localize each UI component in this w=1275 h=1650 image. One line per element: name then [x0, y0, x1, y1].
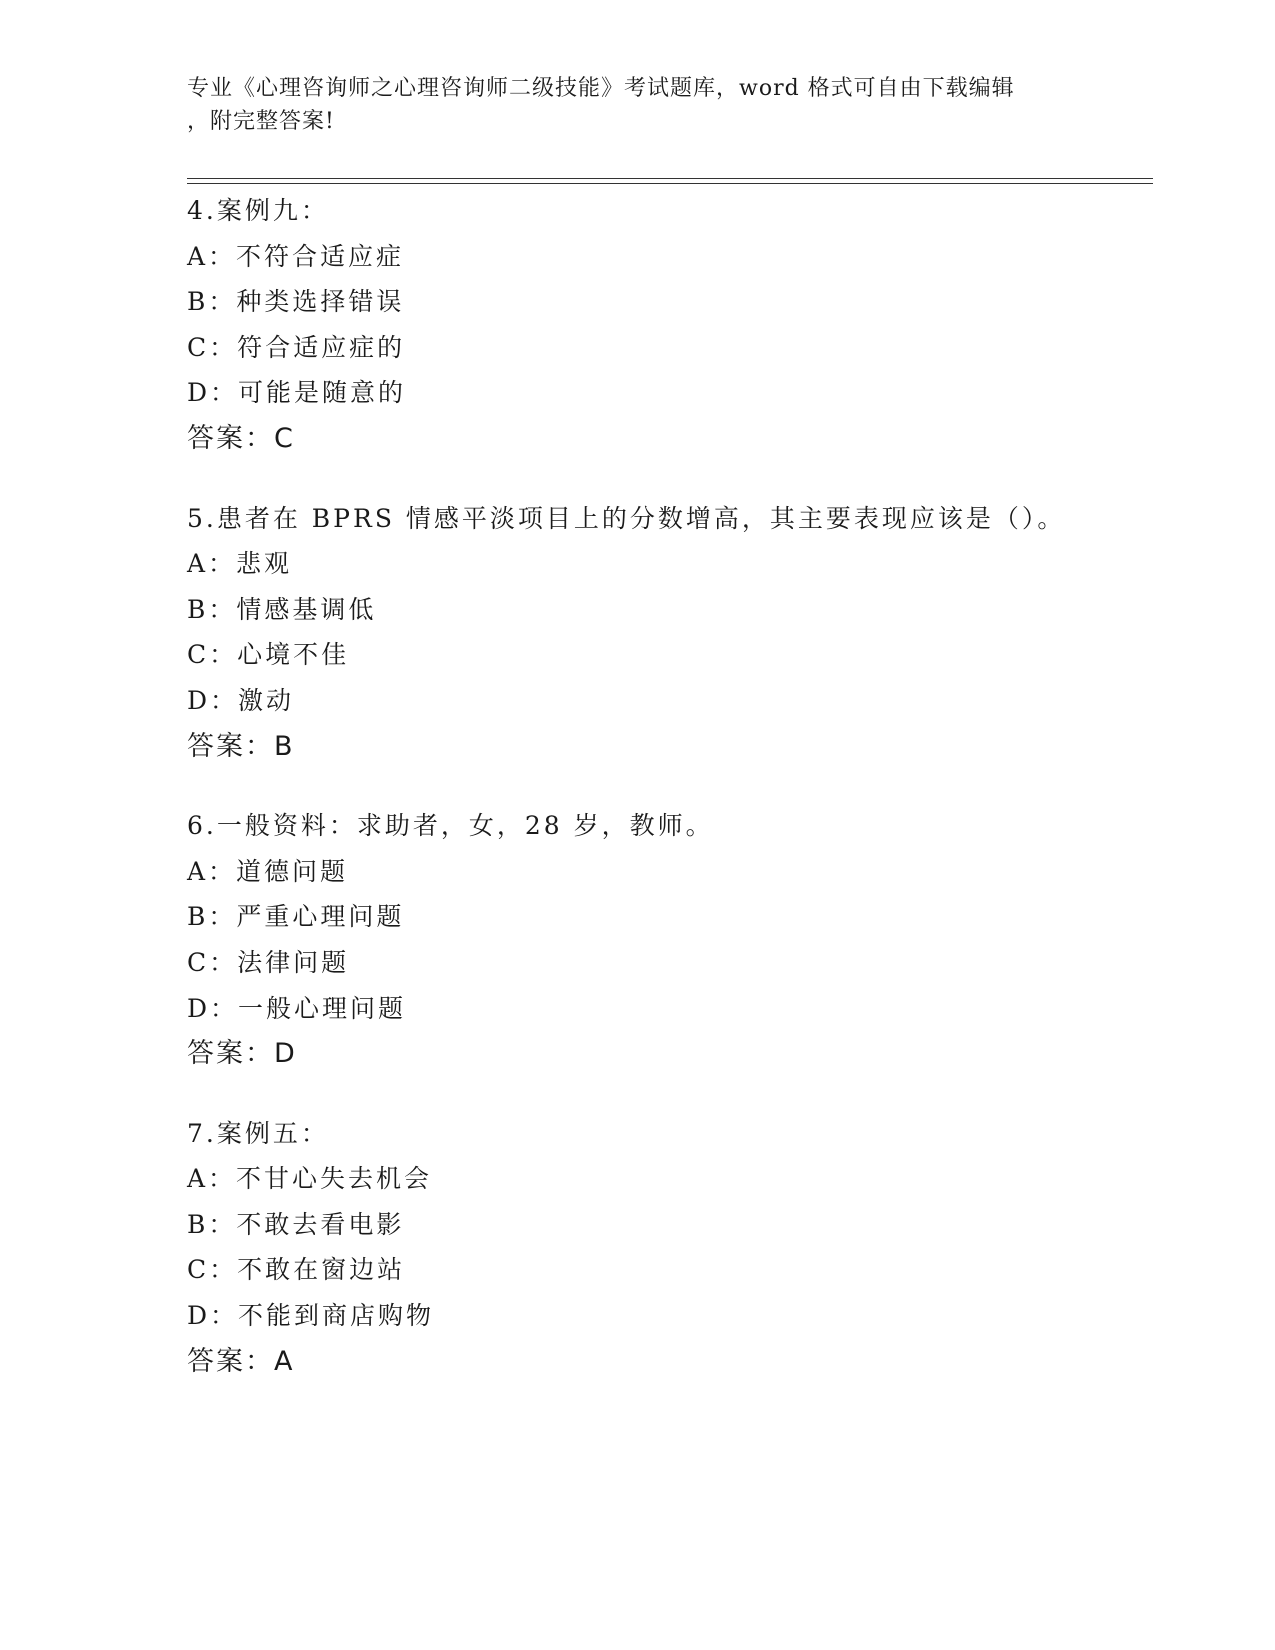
answer-line: 答案：A: [187, 1345, 295, 1377]
option-a: A：道德问题: [187, 856, 349, 886]
header-divider-top: [187, 178, 1153, 179]
answer-line: 答案：D: [187, 1038, 297, 1070]
option-a: A：悲观: [187, 549, 293, 579]
question-stem: 4.案例九：: [187, 196, 329, 225]
question-4: [187, 188, 1153, 462]
option-b: B：情感基调低: [187, 594, 377, 624]
option-b: B：不敢去看电影: [187, 1209, 405, 1239]
option-d: D：不能到商店购物: [187, 1301, 435, 1331]
question-7: [187, 1111, 1153, 1385]
question-5: [187, 496, 1153, 770]
option-c: C：心境不佳: [187, 640, 350, 670]
question-stem: 5.患者在 BPRS 情感平淡项目上的分数增高，其主要表现应该是（）。: [187, 503, 1066, 533]
question-stem: 7.案例五：: [187, 1118, 329, 1148]
option-c: C：符合适应症的: [187, 332, 406, 362]
option-d: D：可能是随意的: [187, 378, 407, 408]
answer-line: 答案：C: [187, 422, 295, 454]
answer-line: 答案：B: [187, 730, 295, 762]
option-c: C：不敢在窗边站: [187, 1255, 406, 1285]
option-d: D：一般心理问题: [187, 993, 407, 1023]
option-a: A：不符合适应症: [187, 241, 405, 271]
option-a: A：不甘心失去机会: [187, 1164, 433, 1194]
option-b: B：严重心理问题: [187, 902, 405, 932]
header-divider-bottom: [187, 183, 1153, 184]
option-c: C：法律问题: [187, 947, 350, 977]
question-6: [187, 803, 1153, 1077]
option-d: D：激动: [187, 685, 295, 715]
document-header: [187, 72, 1067, 138]
header-line-2: ，附完整答案!: [187, 109, 335, 134]
question-stem: 6.一般资料：求助者，女，28 岁，教师。: [187, 811, 714, 841]
option-b: B：种类选择错误: [187, 287, 405, 317]
question-list: [187, 188, 1153, 1418]
header-line-1: 专业《心理咨询师之心理咨询师二级技能》考试题库，word 格式可自由下载编辑: [187, 76, 1015, 101]
